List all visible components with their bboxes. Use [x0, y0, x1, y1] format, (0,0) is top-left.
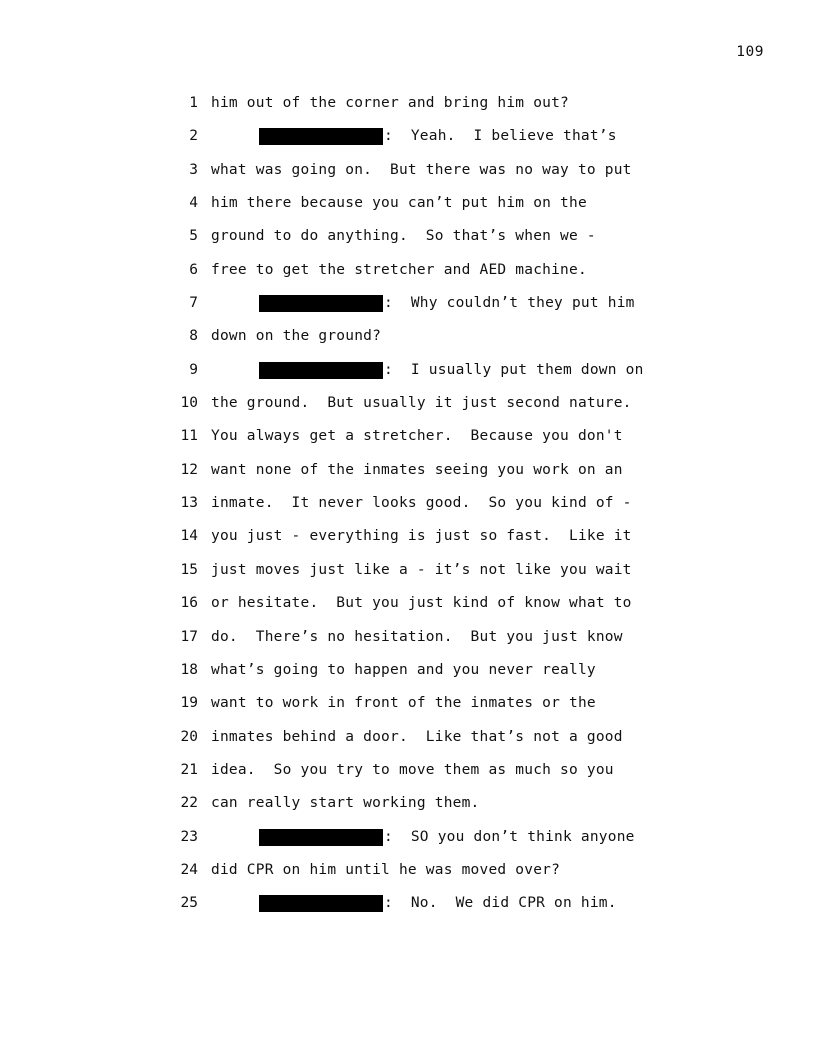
line-number: 13	[180, 495, 198, 512]
transcript-line	[0, 493, 816, 526]
line-text: : SO you don’t think anyone	[384, 828, 635, 845]
transcript-line	[0, 827, 816, 860]
line-text: inmate. It never looks good. So you kind of -	[211, 495, 632, 512]
line-number: 24	[180, 861, 198, 878]
transcript-line	[0, 526, 816, 559]
line-number: 7	[189, 295, 198, 312]
line-text: ground to do anything. So that’s when we -	[211, 228, 596, 245]
transcript-line	[0, 893, 816, 926]
transcript-line	[0, 660, 816, 693]
transcript-line	[0, 193, 816, 226]
line-number: 18	[180, 661, 198, 678]
speaker-redaction	[259, 362, 383, 379]
speaker-redaction	[259, 829, 383, 846]
transcript-line	[0, 260, 816, 293]
line-number: 12	[180, 461, 198, 478]
line-number: 9	[189, 361, 198, 378]
line-number: 14	[180, 528, 198, 545]
line-text: want none of the inmates seeing you work on an	[211, 461, 623, 478]
transcript-line	[0, 693, 816, 726]
line-text: what was going on. But there was no way to put	[211, 161, 632, 178]
transcript-line	[0, 727, 816, 760]
line-text: or hesitate. But you just kind of know what to	[211, 595, 632, 612]
line-text: idea. So you try to move them as much so you	[211, 761, 614, 778]
speaker-redaction	[259, 295, 383, 312]
transcript-line	[0, 560, 816, 593]
line-number: 16	[180, 595, 198, 612]
line-number: 8	[189, 328, 198, 345]
line-text: the ground. But usually it just second nature.	[211, 395, 632, 412]
line-text: want to work in front of the inmates or the	[211, 695, 596, 712]
transcript-line	[0, 593, 816, 626]
transcript-line	[0, 793, 816, 826]
line-text: down on the ground?	[211, 328, 382, 345]
line-text: : No. We did CPR on him.	[384, 895, 617, 912]
line-text: : Why couldn’t they put him	[384, 295, 635, 312]
line-text: you just - everything is just so fast. Like it	[211, 528, 632, 545]
line-text: : I usually put them down on	[384, 361, 644, 378]
line-number: 1	[189, 95, 198, 111]
line-text: do. There’s no hesitation. But you just know	[211, 628, 623, 645]
line-number: 15	[180, 561, 198, 578]
transcript-line	[0, 860, 816, 893]
transcript-body	[0, 93, 816, 927]
line-number: 3	[189, 161, 198, 178]
line-number: 21	[180, 761, 198, 778]
line-number: 11	[180, 428, 198, 445]
line-number: 10	[180, 395, 198, 412]
page-number: 109	[736, 44, 764, 60]
line-number: 2	[189, 128, 198, 145]
transcript-line	[0, 160, 816, 193]
line-text: did CPR on him until he was moved over?	[211, 861, 561, 878]
transcript-line	[0, 126, 816, 159]
line-number: 17	[180, 628, 198, 645]
line-number: 23	[180, 828, 198, 845]
line-text: : Yeah. I believe that’s	[384, 128, 617, 145]
line-number: 25	[180, 895, 198, 912]
line-number: 22	[180, 795, 198, 812]
transcript-line	[0, 627, 816, 660]
transcript-line	[0, 360, 816, 393]
transcript-line	[0, 426, 816, 459]
line-text: can really start working them.	[211, 795, 480, 812]
line-text: inmates behind a door. Like that’s not a good	[211, 728, 623, 745]
transcript-line	[0, 326, 816, 359]
line-text: just moves just like a - it’s not like you wait	[211, 561, 632, 578]
line-text: what’s going to happen and you never really	[211, 661, 596, 678]
line-text: him there because you can’t put him on the	[211, 195, 587, 212]
line-number: 19	[180, 695, 198, 712]
transcript-line	[0, 293, 816, 326]
transcript-line	[0, 226, 816, 259]
transcript-line	[0, 460, 816, 493]
line-number: 5	[189, 228, 198, 245]
speaker-redaction	[259, 128, 383, 145]
speaker-redaction	[259, 895, 383, 912]
line-text: free to get the stretcher and AED machine.	[211, 261, 587, 278]
transcript-line	[0, 760, 816, 793]
line-number: 20	[180, 728, 198, 745]
transcript-line	[0, 93, 816, 126]
line-number: 4	[189, 195, 198, 212]
transcript-line	[0, 393, 816, 426]
line-text: You always get a stretcher. Because you don't	[211, 428, 623, 445]
line-number: 6	[189, 261, 198, 278]
line-text: him out of the corner and bring him out?	[211, 95, 569, 111]
